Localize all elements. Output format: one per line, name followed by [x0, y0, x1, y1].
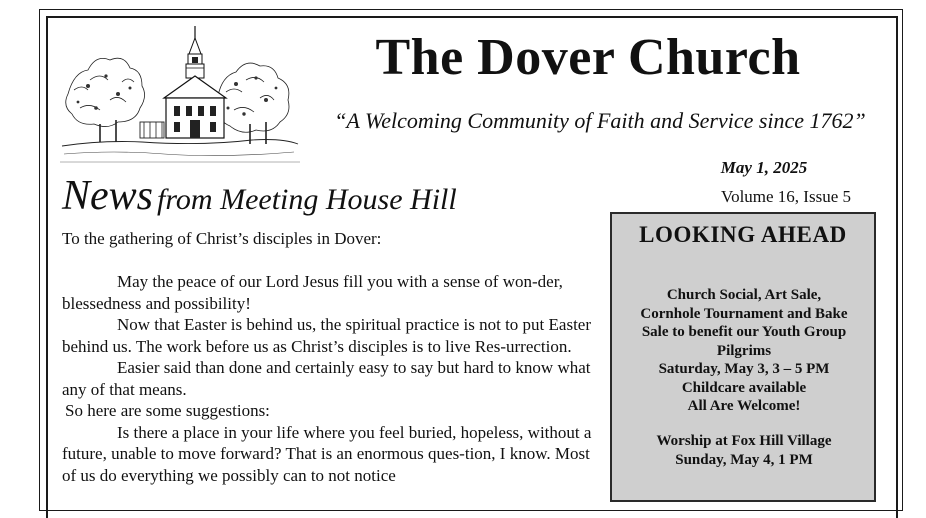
letter-paragraph: May the peace of our Lord Jesus fill you with a sense of won-der, blessedness and possibility! [62, 272, 563, 313]
looking-ahead-box [610, 212, 876, 502]
event-time: Saturday, May 3, 3 – 5 PM [658, 361, 830, 377]
event-fox-hill-worship [626, 432, 862, 469]
pastor-letter [62, 228, 596, 486]
event-line: Worship at Fox Hill Village [656, 433, 832, 449]
news-heading-small: from Meeting House Hill [157, 183, 457, 216]
event-note: All Are Welcome! [687, 398, 801, 414]
event-line: Church Social, Art Sale, [666, 287, 822, 303]
letter-greeting: To the gathering of Christ’s disciples in Dover: [62, 229, 382, 248]
church-illustration [60, 24, 300, 166]
viewer-scroll-area[interactable] [912, 0, 926, 488]
event-church-social [626, 286, 862, 416]
newsletter-title: The Dover Church [375, 29, 801, 86]
letter-paragraph: So here are some suggestions: [65, 401, 270, 420]
event-note: Childcare available [681, 379, 807, 396]
news-section-heading [62, 172, 457, 220]
news-heading-big: News [62, 173, 154, 219]
letter-paragraph: Is there a place in your life where you feel buried, hopeless, without a future, unable to move forward? That is an enormous ques-tion, I know. Most of us do everything we possibly can to not notice [62, 422, 592, 485]
event-line: Sale to benefit our Youth Group [641, 324, 847, 340]
looking-ahead-title: LOOKING AHEAD [639, 222, 847, 247]
issue-date: May 1, 2025 [720, 158, 808, 177]
event-line: Cornhole Tournament and Bake [640, 305, 848, 322]
letter-paragraph: Easier said than done and certainly easy to say but hard to know what any of that means. [62, 358, 591, 399]
event-line: Pilgrims [716, 342, 772, 359]
event-time: Sunday, May 4, 1 PM [675, 451, 813, 468]
newsletter-motto: “A Welcoming Community of Faith and Service since 1762” [334, 108, 866, 133]
letter-paragraph: Now that Easter is behind us, the spiritual practice is not to put Easter behind us. The work before us as Christ’s disciples is to live Res-urrection. [62, 315, 591, 356]
issue-volume: Volume 16, Issue 5 [720, 187, 851, 206]
